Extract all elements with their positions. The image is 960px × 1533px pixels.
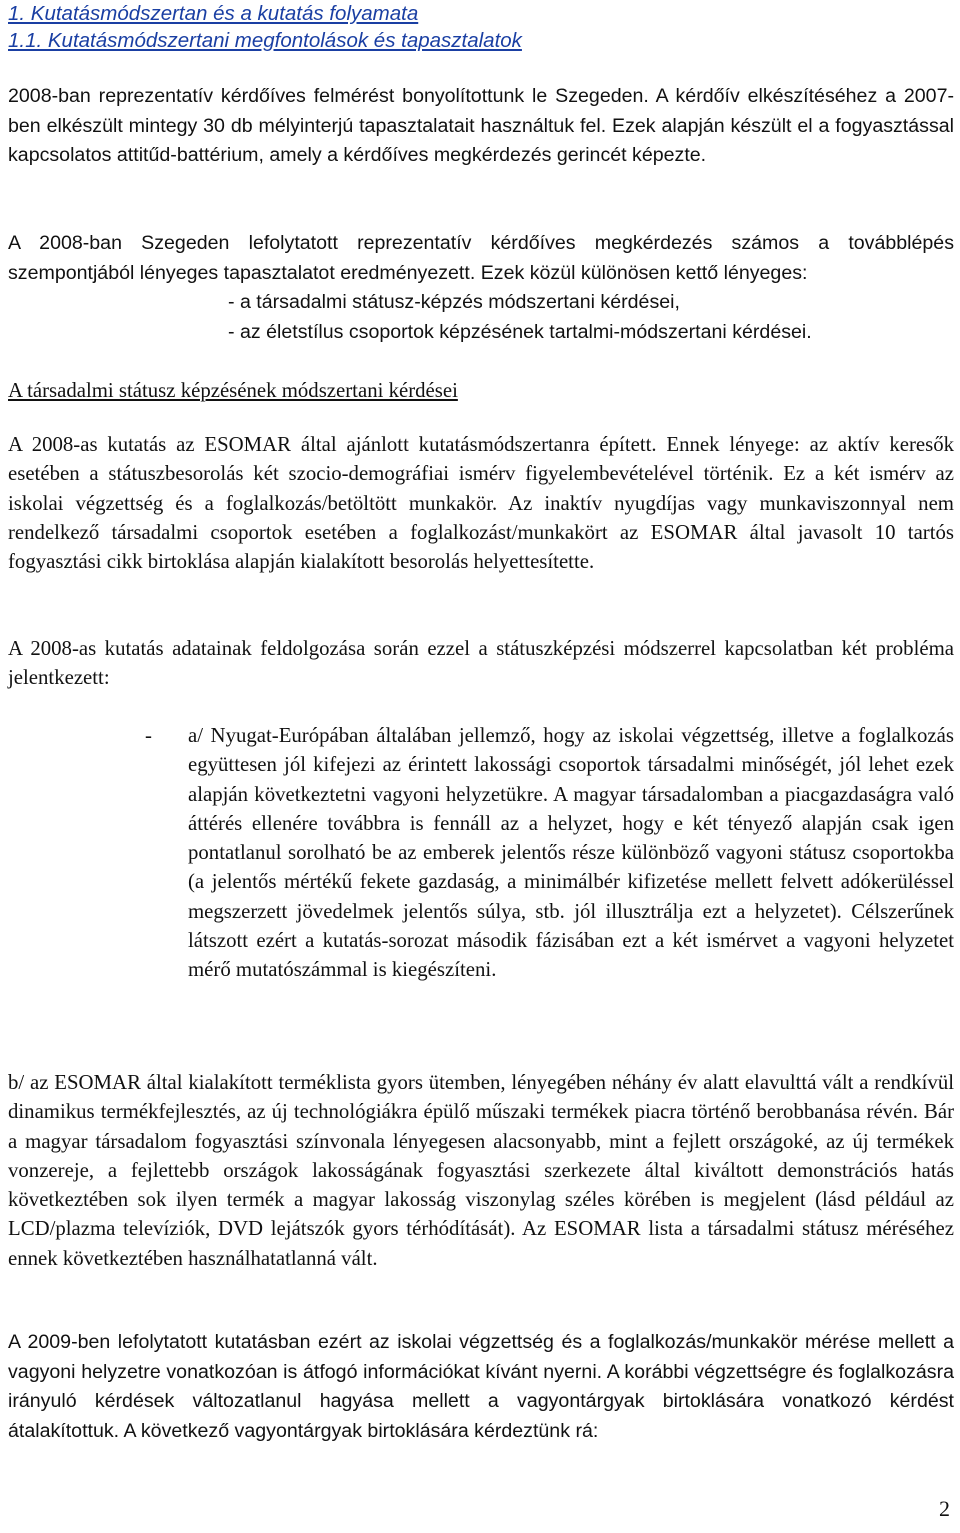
- chapter-heading: 1. Kutatásmódszertan és a kutatás folyamata: [8, 2, 419, 25]
- list-item-a: a/ Nyugat-Európában általában jellemző, hogy az iskolai végzettség, illetve a foglalkozás együttesen jól kifejezi az érintett lakossági csoportok társadalmi minőségét, jól lehet ezek alapján következtetni vagyoni helyzetükre. A magyar társadalomban a piacgazdaságra való áttérés ellenére továbbra is fennáll az a helyzet, hogy e két tényező alapján csak igen pontatlanul sorolható be az emberek jelentős része különböző vagyoni státusz csoportokba (a jelentős mértékű fekete gazdaság, a minimálbér kifizetése mellett felvett adókerüléssel megszerzett jövedelmek jelentős súlya, stb. jól illusztrálja ezt a helyzetet). Célszerűnek látszott ezért a kutatás-sorozat második fázisában ezt a két ismérvet a vagyoni helyzetet mérő mutatószámmal is kiegészíteni.: [188, 724, 954, 982]
- section-heading: 1.1. Kutatásmódszertani megfontolások és tapasztalatok: [8, 29, 522, 52]
- paragraph-intro: 2008-ban reprezentatív kérdőíves felmérést bonyolítottunk le Szegeden. A kérdőív elkészítéséhez a 2007-ben elkészült mintegy 30 db mélyinterjú tapasztalatait használtuk fel. Ezek alapján készült el a fogyasztással kapcsolatos attitűd-battérium, amely a kérdőíves megkérdezés gerincét képezte.: [8, 85, 954, 167]
- paragraph-2009: A 2009-ben lefolytatott kutatásban ezért az iskolai végzettség és a foglalkozás/munkakör mérése mellett a vagyoni helyzetre vonatkozóan is átfogó információkat kívánt nyerni. A korábbi végzettségre és foglalkozásra irányuló kérdések változatlanul hagyása mellett a vagyontárgyak birtoklására vonatkozó kérdést átalakítottuk. A következő vagyontárgyak birtoklására kérdeztünk rá:: [8, 1331, 954, 1443]
- page-number: 2: [939, 1496, 950, 1521]
- paragraph-item-b: b/ az ESOMAR által kialakított terméklista gyors ütemben, lényegében néhány év alatt elavulttá vált a rendkívül dinamikus termékfejlesztés, az új technológiákra épülő műszaki termékek piacra történő berobbanása révén. Bár a magyar társadalom fogyasztási színvonala lényegesen alacsonyabb, mint a fejlett országoké, az új termékek vonzereje, a fejlettebb országok lakosságának fogyasztási szerkezete által kiváltott demonstrációs hatás következtében sok ilyen termék a magyar lakosság viszonylag széles körében is megjelent (lásd például az LCD/plazma televíziók, DVD lejátszók gyors térhódítását). Az ESOMAR lista a társadalmi státusz méréséhez ennek következtében használhatatlanná vált.: [8, 1071, 954, 1270]
- paragraph-problems: A 2008-as kutatás adatainak feldolgozása során ezzel a státuszképzési módszerrel kapcsolatban két probléma jelentkezett:: [8, 637, 954, 690]
- paragraph-experience: A 2008-ban Szegeden lefolytatott reprezentatív kérdőíves megkérdezés számos a továbblépés szempontjából lényeges tapasztalatot eredményezett. Ezek közül különösen kettő lényeges:: [8, 232, 954, 284]
- subsection-title: A társadalmi státusz képzésének módszertani kérdései: [8, 379, 458, 402]
- list-item: - az életstílus csoportok képzésének tartalmi-módszertani kérdései.: [228, 320, 812, 343]
- list-item: - a társadalmi státusz-képzés módszertani kérdései,: [228, 291, 680, 313]
- list-dash: -: [145, 724, 152, 747]
- paragraph-esomar: A 2008-as kutatás az ESOMAR által ajánlott kutatásmódszertanra épített. Ennek lényege: az aktív keresők esetében a státuszbesorolás két szocio-demográfiai ismérv figyelembevételével történik. Ez a két ismérv az iskolai végzettség és a foglalkozás/betöltött munkakör. Az inaktív nyugdíjas vagy munkaviszonnyal nem rendelkező társadalmi csoportok esetében a foglalkozást/munkakört az ESOMAR által javasolt 10 tartós fogyasztási cikk birtoklása alapján kialakított besorolás helyettesítette.: [8, 433, 954, 574]
- experience-list: [8, 288, 954, 347]
